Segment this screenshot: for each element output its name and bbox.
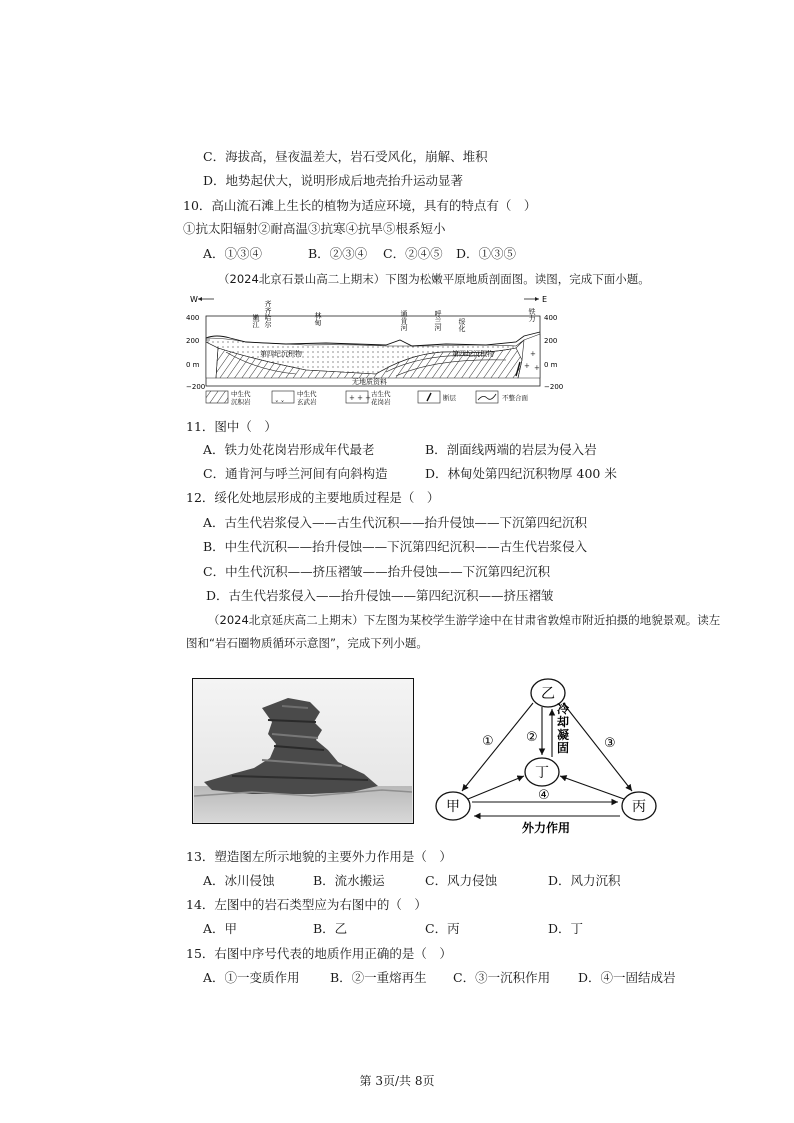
section-legend	[206, 389, 529, 406]
node-yi-label: 乙	[541, 686, 555, 702]
q12-option-d: D．古生代岩浆侵入——抬升侵蚀——第四纪沉积——挤压褶皱	[206, 588, 554, 603]
cooling-char-2: 却	[557, 715, 570, 729]
place-qiqihar: 齐齐哈尔	[264, 300, 272, 328]
q10-option-d: D．①③⑤	[456, 246, 517, 261]
q12-option-a: A．古生代岩浆侵入——古生代沉积——抬升侵蚀——下沉第四纪沉积	[203, 515, 588, 530]
q14-option-c: C．丙	[425, 921, 460, 936]
svg-text:+ + +: + + +	[349, 394, 372, 402]
legend-fault: 断层	[443, 394, 456, 402]
q13-option-b: B．流水搬运	[313, 873, 385, 888]
q10-stem: 10．高山流石滩上生长的植物为适应环境，具有的特点有（ ）	[183, 198, 537, 213]
q12-option-b: B．中生代沉积——抬升侵蚀——下沉第四纪沉积——古生代岩浆侵入	[203, 539, 588, 554]
q14-option-a: A．甲	[203, 921, 238, 936]
q9-option-d: D．地势起伏大，说明形成后地壳抬升运动显著	[203, 173, 464, 188]
q10-option-c: C．②④⑤	[383, 246, 443, 261]
y-right-neg200: −200	[544, 383, 564, 391]
intro-section-figure: （2024北京石景山高二上期末）下图为松嫩平原地质剖面图。读图，完成下面小题。	[218, 272, 650, 286]
q13-option-c: C．风力侵蚀	[425, 873, 498, 888]
q11-option-c: C．通肯河与呼兰河间有向斜构造	[203, 466, 388, 481]
q13-stem: 13．塑造图左所示地貌的主要外力作用是（ ）	[186, 849, 452, 864]
svg-text:+: +	[534, 364, 540, 372]
node-ding-label: 丁	[535, 765, 549, 781]
no-data-label: 无地质资料	[352, 378, 387, 386]
rock-cycle-diagram	[432, 675, 662, 835]
q12-option-c: C．中生代沉积——挤压褶皱——抬升侵蚀——下沉第四纪沉积	[203, 564, 551, 579]
q11-option-d: D．林甸处第四纪沉积物厚 400 米	[425, 466, 617, 481]
q15-option-a: A．①一变质作用	[203, 970, 300, 985]
q10-items: ①抗太阳辐射②耐高温③抗寒④抗旱⑤根系短小	[183, 221, 446, 236]
intro-landform-line2: 图和“岩石圈物质循环示意图”，完成下列小题。	[186, 636, 428, 650]
legend-basalt-2: 玄武岩	[297, 398, 317, 406]
y-right-200: 200	[544, 337, 558, 345]
q9-option-c: C．海拔高，昼夜温差大，岩石受风化，崩解、堆积	[203, 149, 488, 164]
geologic-section-figure	[186, 290, 566, 410]
arrow-yi-to-jia	[462, 703, 533, 791]
west-label: W	[190, 295, 198, 304]
yardang-photo	[192, 678, 414, 824]
label-3: ③	[604, 736, 616, 751]
q11-option-b: B．剖面线两端的岩层为侵入岩	[425, 442, 597, 457]
east-arrow-icon	[535, 297, 539, 301]
east-label: E	[542, 295, 548, 304]
q15-option-d: D．④一固结成岩	[578, 970, 676, 985]
q13-option-d: D．风力沉积	[548, 873, 621, 888]
legend-unconformity: 不整合面	[502, 394, 528, 402]
svg-text:ˬ ˬ: ˬ ˬ	[275, 394, 285, 402]
q14-option-b: B．乙	[313, 921, 348, 936]
label-4: ④	[538, 788, 550, 803]
q15-option-b: B．②一重熔再生	[330, 970, 427, 985]
q15-stem: 15．右图中序号代表的地质作用正确的是（ ）	[186, 946, 452, 961]
y-left-400: 400	[186, 314, 200, 322]
quaternary-label-right: 第四纪沉积物	[452, 350, 494, 358]
external-force-label: 外力作用	[521, 821, 571, 835]
y-left-200: 200	[186, 337, 200, 345]
q14-option-d: D．丁	[548, 921, 584, 936]
q14-stem: 14．左图中的岩石类型应为右图中的（ ）	[186, 897, 427, 912]
node-bing-label: 丙	[632, 799, 646, 815]
q11-option-a: A．铁力处花岗岩形成年代最老	[203, 442, 375, 457]
intro-landform-line1: （2024北京延庆高二上期末）下左图为某校学生游学途中在甘肃省敦煌市附近拍摄的地貌景观。读左	[208, 613, 721, 627]
q15-option-c: C．③一沉积作用	[453, 970, 551, 985]
page-number: 第 3页/共 8页	[359, 1074, 435, 1088]
y-right-400: 400	[544, 314, 558, 322]
legend-swatch-sedimentary	[206, 391, 228, 403]
cooling-char-3: 凝	[557, 728, 570, 742]
legend-sedimentary-1: 中生代	[231, 390, 251, 398]
q11-stem: 11．图中（ ）	[186, 419, 277, 434]
arrow-bing-to-ding	[560, 776, 624, 799]
legend-basalt-1: 中生代	[297, 390, 317, 398]
label-1: ①	[482, 734, 494, 749]
y-left-neg200: −200	[186, 383, 206, 391]
label-2: ②	[526, 730, 538, 745]
place-tieli: 铁力	[528, 308, 536, 322]
legend-sedimentary-2: 沉积岩	[231, 398, 251, 406]
svg-text:+: +	[530, 350, 536, 358]
place-tongken-river: 通肯河	[400, 310, 408, 331]
y-left-0: 0 m	[186, 361, 200, 369]
arrow-jia-to-ding	[468, 776, 524, 799]
legend-granite-2: 花岗岩	[371, 398, 391, 406]
place-hulan-river: 呼兰河	[434, 310, 442, 331]
place-suihua: 绥化	[458, 318, 466, 332]
cooling-char-1: 冷	[557, 702, 570, 716]
west-arrow-icon	[198, 297, 202, 301]
q10-option-a: A．①③④	[203, 246, 263, 261]
y-right-0: 0 m	[544, 361, 558, 369]
place-lindian: 林甸	[314, 312, 322, 326]
node-jia-label: 甲	[446, 799, 460, 815]
q12-stem: 12．绥化处地层形成的主要地质过程是（ ）	[186, 490, 440, 505]
q13-option-a: A．冰川侵蚀	[203, 873, 275, 888]
cooling-char-4: 固	[557, 741, 570, 755]
place-nenjiang: 嫩江	[252, 314, 260, 328]
svg-text:+: +	[524, 362, 530, 370]
legend-swatch-unconformity	[476, 391, 498, 403]
q10-option-b: B．②③④	[308, 246, 368, 261]
arrow-yi-to-bing	[563, 703, 632, 791]
legend-granite-1: 古生代	[371, 390, 391, 398]
quaternary-label-left: 第四纪沉积物	[260, 350, 302, 358]
